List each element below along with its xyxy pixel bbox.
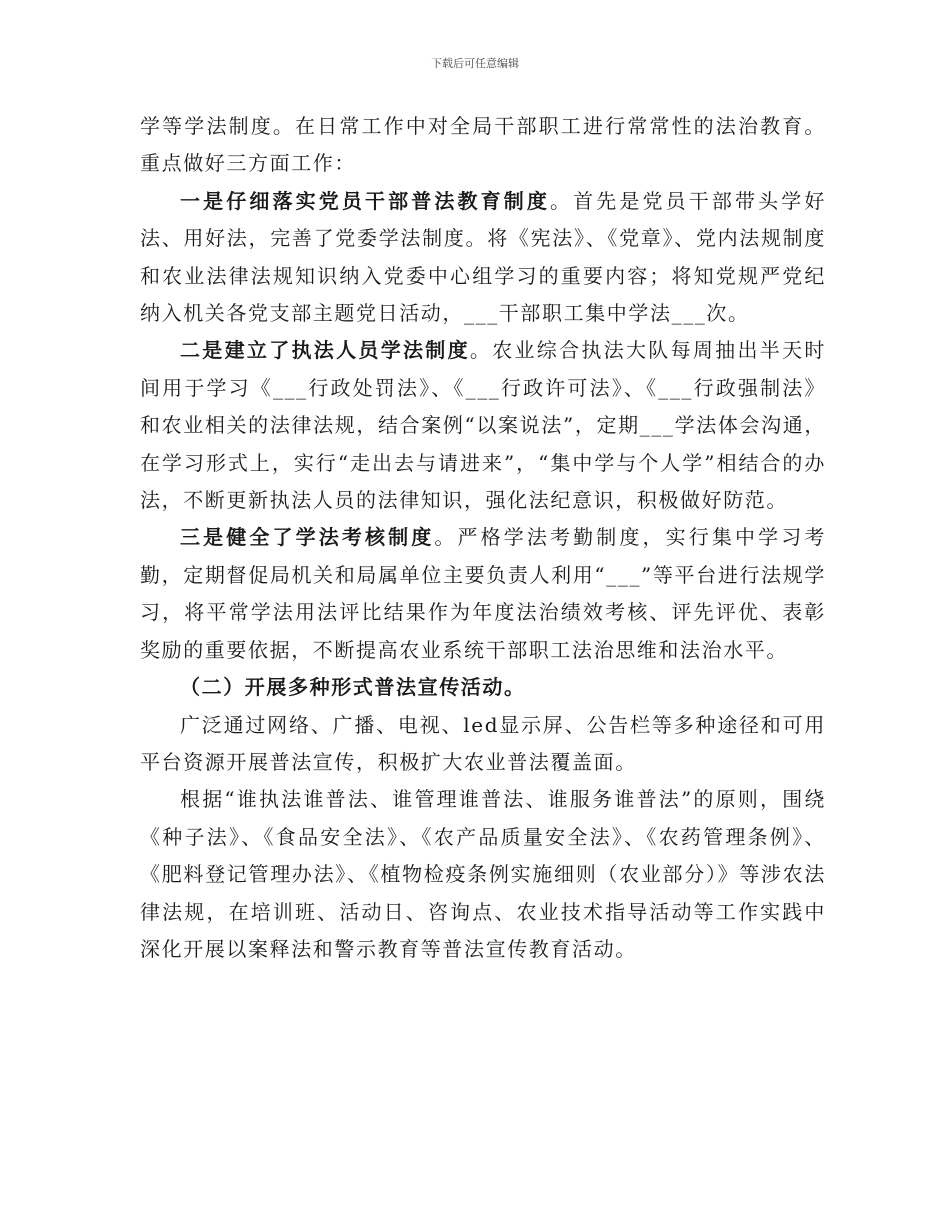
page-header: 下载后可任意编辑 xyxy=(431,57,519,70)
paragraph-text: 。严格学法考勤制度，实行集中学习考勤，定期督促局机关和局属单位主要负责人利用“___”等平台进行法规学习，将平常学法用法评比结果作为年度法治绩效考核、评先评优、表彰奖励的重要依据，不断提高农业系统干部职工法治思维和法治水平。 xyxy=(140,525,826,662)
paragraph-lead-bold: 三是健全了学法考核制度 xyxy=(180,525,435,550)
paragraph-continuation: 学等学法制度。在日常工作中对全局干部职工进行常常性的法治教育。重点做好三方面工作： xyxy=(140,114,826,176)
document-body xyxy=(140,108,826,968)
paragraph-lead-bold: 一是仔细落实党员干部普法教育制度 xyxy=(180,188,551,213)
paragraph-lead-bold: 二是建立了执法人员学法制度 xyxy=(180,338,470,363)
paragraph-text: 。农业综合执法大队每周抽出半天时间用于学习《___行政处罚法》、《___行政许可法》、《___行政强制法》和农业相关的法律法规，结合案例“以案说法”，定期___学法体会沟通，在学习形式上，实行“走出去与请进来”，“集中学与个人学”相结合的办法，不断更新执法人员的法律知识，强化法纪意识，积极做好防范。 xyxy=(140,338,826,513)
paragraph-law-enforcement-study xyxy=(140,332,826,519)
paragraph-publicity-channels: 广泛通过网络、广播、电视、led显示屏、公告栏等多种途径和可用平台资源开展普法宣传，积极扩大农业普法覆盖面。 xyxy=(140,712,826,774)
paragraph-publicity-principle: 根据“谁执法谁普法、谁管理谁普法、谁服务谁普法”的原则，围绕《种子法》、《食品安全法》、《农产品质量安全法》、《农药管理条例》、《肥料登记管理办法》、《植物检疫条例实施细则（农业部分）》等涉农法律法规，在培训班、活动日、咨询点、农业技术指导活动等工作实践中深化开展以案释法和警示教育等普法宣传教育活动。 xyxy=(140,787,826,961)
paragraph-assessment-system xyxy=(140,519,826,669)
paragraph-party-cadre-education xyxy=(140,183,826,333)
section-heading: （二）开展多种形式普法宣传活动。 xyxy=(180,675,526,700)
paragraph-text: 。首先是党员干部带头学好法、用好法，完善了党委学法制度。将《宪法》、《党章》、党内法规制度和农业法律法规知识纳入党委中心组学习的重要内容；将知党规严党纪纳入机关各党支部主题党日活动，___干部职工集中学法___次。 xyxy=(140,188,826,326)
